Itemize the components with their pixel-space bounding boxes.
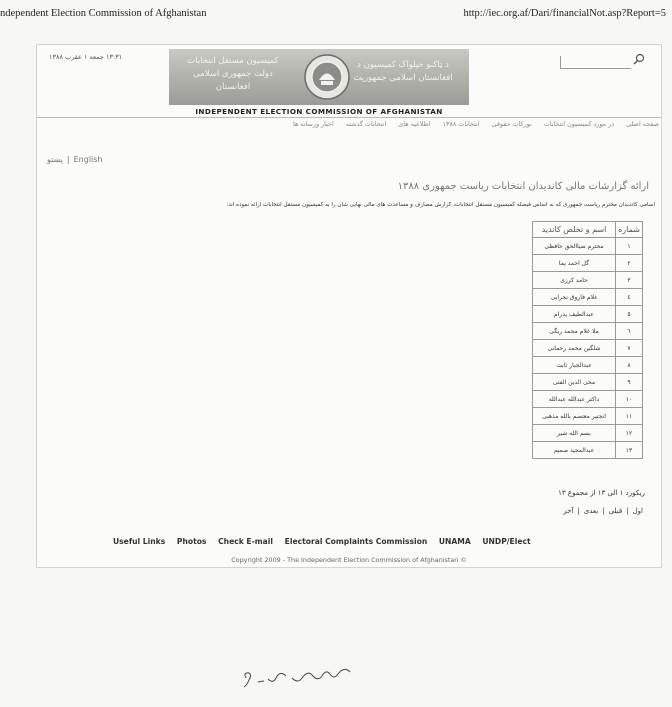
row-number: ۱ [616,238,643,255]
search-input[interactable] [560,56,631,69]
pagination-separator: | [577,507,580,515]
candidate-name[interactable]: محترم ضیاالحق حافظی [533,238,616,255]
header-number: شماره [616,222,643,238]
nav-item-elections-1388[interactable]: انتخابات ۱۳۸۸ [442,120,480,128]
candidate-name[interactable]: بسم الله شیر [533,425,616,442]
table-row [533,306,643,323]
footer-link-photos[interactable]: Photos [176,537,207,546]
search-icon[interactable] [633,53,645,65]
footer-link-unama[interactable]: UNAMA [438,537,471,546]
nav-item-legal[interactable]: بورکات حقوقی [491,120,532,128]
banner-dari-text: کمیسیون مستقل انتخابات دولت جمهوری اسلامی افغانستان [187,56,279,92]
table-row [533,289,643,306]
candidate-name[interactable]: داکتر عبدالله عبدالله [533,391,616,408]
table-row [533,272,643,289]
footer-links [113,537,540,546]
row-number: ۱۰ [616,391,643,408]
table-header-row [533,222,643,238]
records-summary: ریکورد ۱ الی ۱۳ از مجموع ۱۳ [558,489,645,497]
iec-seal-icon [303,53,351,101]
language-switcher [47,155,103,164]
web-page [36,44,662,568]
print-header-url: http://iec.org.af/Dari/financialNot.asp?Report=5 [463,8,666,19]
table-row [533,340,643,357]
row-number: ٥ [616,306,643,323]
table-row [533,255,643,272]
candidate-name[interactable]: عبدالمجید صمیم [533,442,616,459]
candidate-name[interactable]: حامد کرزی [533,272,616,289]
table-row [533,425,643,442]
lang-pashto-link[interactable]: پښتو [47,155,63,164]
lang-separator: | [66,155,70,164]
date-stamp: ۱۳:۳۱ جمعه ۱ عقرب ۱۳۸۸ [49,53,123,61]
table-row [533,442,643,459]
footer-link-complaints-commission[interactable]: Electoral Complaints Commission [284,537,428,546]
org-title: INDEPENDENT ELECTION COMMISSION OF AFGHANISTAN [195,107,443,116]
footer-link-check-email[interactable]: Check E-mail [218,537,274,546]
report-intro: اسامی کاندیدان محترم ریاست جمهوری که به اساس فیصله کمیسیون مستقل انتخابات، گزارش مصارف و مساعدت های مالی نهایی شان را به کمیسیون مستقل انتخابات ارائه نموده اند: [226,202,655,208]
pagination [561,507,645,515]
candidate-name[interactable]: محی الدین الفتی [533,374,616,391]
row-number: ۱۳ [616,442,643,459]
nav-item-home[interactable]: صفحه اصلی [626,120,659,128]
pagination-last[interactable]: آخر [563,507,574,515]
footer-link-useful-links[interactable]: Useful Links [113,537,166,546]
pagination-first[interactable]: اول [632,507,643,515]
iec-banner [169,49,469,105]
candidate-name[interactable]: ملا غلام محمد ریگی [533,323,616,340]
pagination-previous[interactable]: قبلی [608,507,623,515]
nav-divider [37,117,661,118]
row-number: ٩ [616,374,643,391]
nav-item-past-elections[interactable]: انتخابات گذشته [345,120,387,128]
pagination-next[interactable]: بعدی [583,507,599,515]
row-number: ۲ [616,255,643,272]
main-nav [283,120,659,128]
nav-item-news-media[interactable]: اخبار ورسانه ها [293,120,334,128]
pagination-separator: | [602,507,605,515]
handwritten-signature [240,660,360,696]
row-number: ۳ [616,272,643,289]
banner-pashto-text: د ټاکنو خپلواک کمیسیون د افغانستان اسلامی جمهوریت [353,60,453,83]
nav-item-announcements[interactable]: اطلاعیه های [398,120,431,128]
pagination-separator: | [626,507,629,515]
candidate-name[interactable]: شلگین محمد رحمانی [533,340,616,357]
candidate-name[interactable]: عبدالجبار ثابت [533,357,616,374]
table-row [533,374,643,391]
table-row [533,238,643,255]
row-number: ٧ [616,340,643,357]
footer-link-undp-elect[interactable]: UNDP/Elect [482,537,531,546]
candidates-table [532,221,643,459]
lang-english-link[interactable]: English [73,155,103,164]
header-name: اسم و تخلص کاندید [533,222,616,238]
copyright: Copyright 2009 - The Independent Election Commission of Afghanistan © [231,556,467,564]
row-number: ۱۱ [616,408,643,425]
candidate-name[interactable]: گل احمد یما [533,255,616,272]
table-row [533,323,643,340]
row-number: ٨ [616,357,643,374]
candidate-name[interactable]: عبدالطیف پدرام [533,306,616,323]
nav-item-about[interactable]: در مورد کمیسیون انتخابات [543,120,615,128]
table-row [533,408,643,425]
table-row [533,391,643,408]
print-header [0,8,672,26]
print-header-title: ndependent Election Commission of Afghanistan [0,8,207,19]
row-number: ٤ [616,289,643,306]
candidate-name[interactable]: انجنیر معتصم بالله مذهبی [533,408,616,425]
row-number: ۱۲ [616,425,643,442]
table-row [533,357,643,374]
page-title: ارائه گزارشات مالی کاندیدان انتخابات ریاست جمهوری ۱۳۸۸ [397,181,649,192]
candidate-name[interactable]: غلام فاروق نجرابی [533,289,616,306]
row-number: ٦ [616,323,643,340]
